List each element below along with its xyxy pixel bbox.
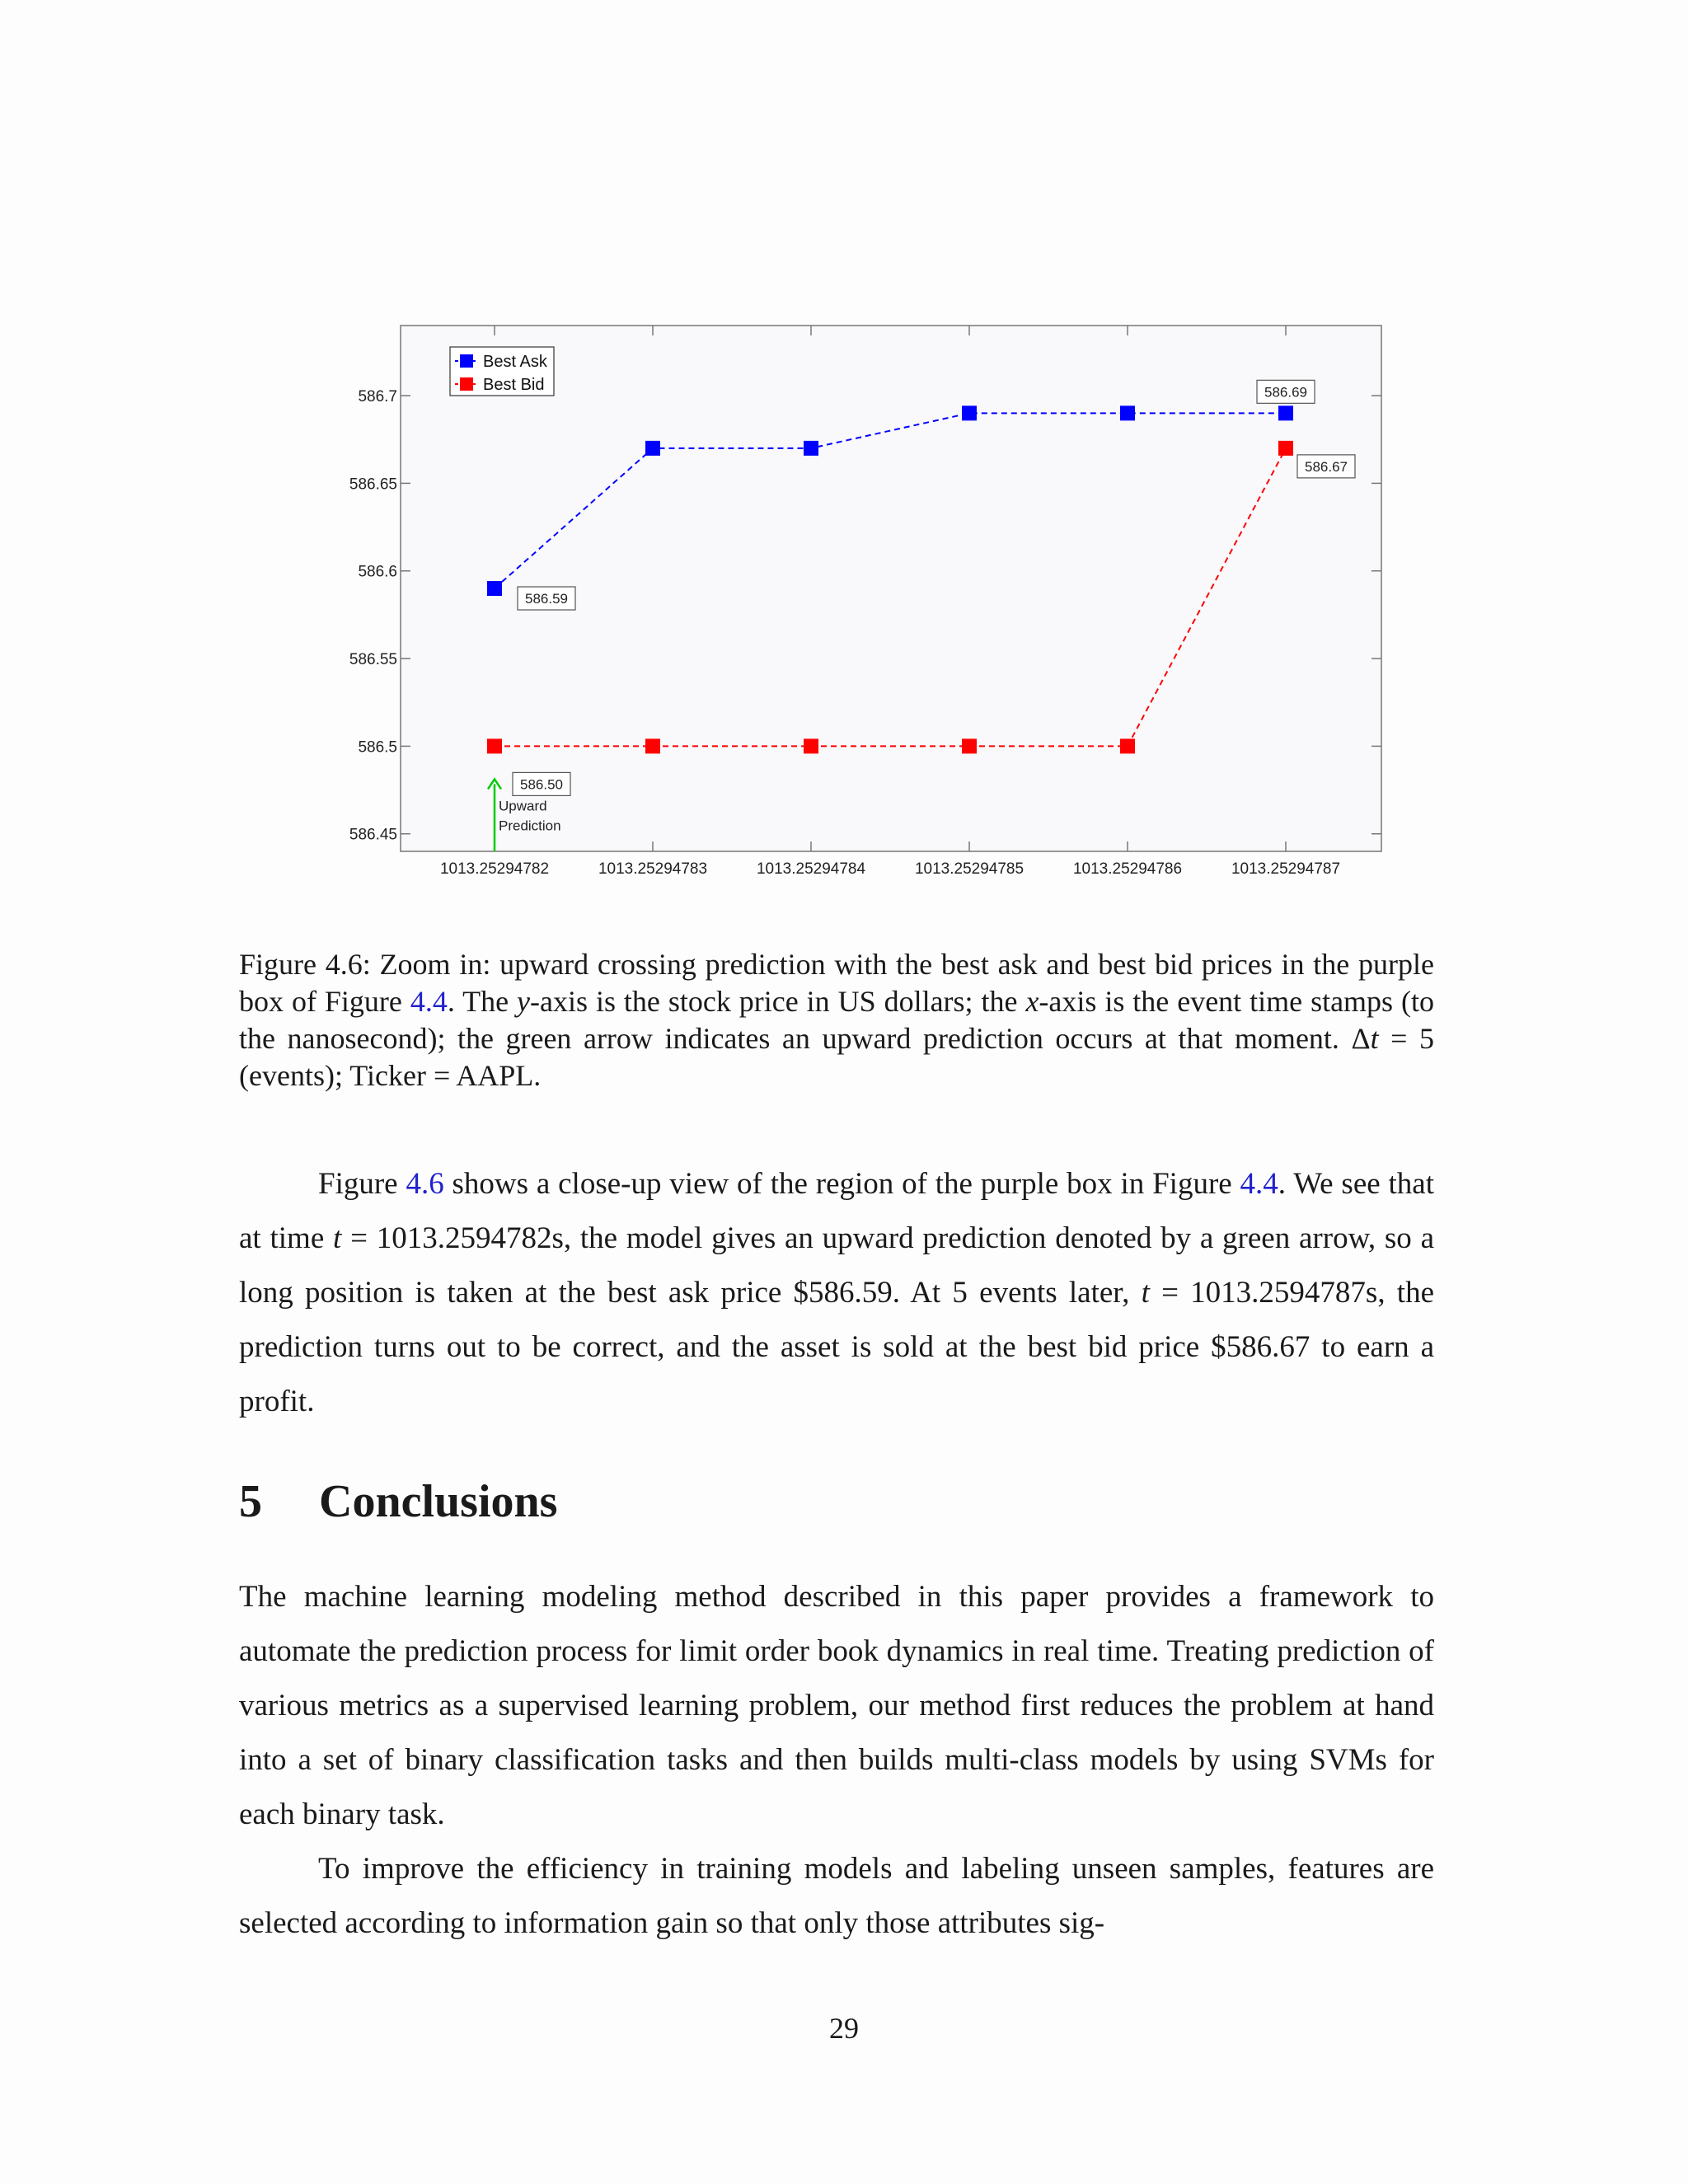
chart-legend <box>450 347 554 396</box>
legend-swatch-marker <box>460 377 473 391</box>
x-tick-label: 1013.25294783 <box>598 860 708 878</box>
caption-text: -axis is the event time stamps (to the nanosecond); the green arrow indicates an upward prediction occurs at that moment. Δ <box>239 985 1434 1055</box>
best-bid-marker <box>962 738 977 753</box>
arrow-label: Prediction <box>499 818 561 834</box>
arrow-label: Upward <box>499 798 547 814</box>
callout-label: 586.69 <box>1264 384 1307 401</box>
legend-entry: Best Ask <box>483 353 547 371</box>
best-bid-marker <box>487 738 502 753</box>
para-text: . We see that at time <box>239 1167 1434 1255</box>
section-heading <box>239 1475 557 1528</box>
body-paragraph: To improve the efficiency in training models and labeling unseen samples, features are selected according to information gain so that only those attributes sig- <box>239 1852 1434 1940</box>
figure-ref-link[interactable]: 4.4 <box>1240 1167 1278 1201</box>
best-ask-marker <box>487 581 502 596</box>
y-tick-label: 586.5 <box>358 738 397 757</box>
y-tick-label: 586.55 <box>349 651 397 669</box>
x-axis-tick-labels <box>440 860 1340 878</box>
y-tick-label: 586.45 <box>349 826 397 844</box>
callout-label: 586.67 <box>1305 458 1348 475</box>
caption-math-x: x <box>1025 985 1039 1018</box>
para-text: Figure <box>318 1167 406 1201</box>
y-axis-tick-labels <box>349 388 397 844</box>
body-paragraph: The machine learning modeling method described in this paper provides a framework to automate the prediction process for limit order book dynamics in real time. Treating prediction of various metrics as a supervised learning problem, our method first reduces the problem at hand into a set of binary classification tasks and then builds multi-class models by using SVMs for each binary task. <box>239 1580 1434 1831</box>
y-tick-label: 586.6 <box>358 563 397 581</box>
para-math-t: t <box>1141 1276 1150 1310</box>
best-ask-marker <box>1120 405 1135 420</box>
caption-text: . The <box>447 985 518 1018</box>
best-bid-marker <box>645 738 660 753</box>
x-tick-label: 1013.25294784 <box>756 860 866 878</box>
best-ask-marker <box>804 441 818 456</box>
best-bid-marker <box>1278 441 1293 456</box>
best-bid-marker <box>804 738 818 753</box>
callout-label: 586.59 <box>525 591 568 607</box>
legend-entry: Best Bid <box>483 376 545 394</box>
conclusions-body <box>239 1570 1434 1951</box>
x-tick-label: 1013.25294787 <box>1231 860 1341 878</box>
figure-ref-link[interactable]: 4.6 <box>406 1167 444 1201</box>
figure-ref-link[interactable]: 4.4 <box>410 985 448 1018</box>
y-tick-label: 586.7 <box>358 388 397 406</box>
y-tick-label: 586.65 <box>349 476 397 494</box>
caption-text: Figure 4.6: Zoom in: upward crossing prediction with the best ask and best bid prices in the purple box of Figure <box>239 948 1434 1018</box>
figure-chart <box>0 0 1688 890</box>
para-text: = 1013.2594782s, the model gives an upward prediction denoted by a green arrow, so a long position is taken at the best ask price $586.59. At 5 events later, <box>239 1221 1435 1310</box>
best-bid-marker <box>1120 738 1135 753</box>
page-number: 29 <box>829 2012 859 2045</box>
legend-swatch-marker <box>460 354 473 368</box>
caption-text: -axis is the stock price in US dollars; the <box>530 985 1026 1018</box>
body-paragraph <box>239 1157 1434 1429</box>
section-number: 5 <box>239 1476 262 1527</box>
x-tick-label: 1013.25294786 <box>1072 860 1183 878</box>
figure-caption <box>239 946 1434 1094</box>
para-text: shows a close-up view of the region of the purple box in Figure <box>443 1167 1240 1201</box>
para-text: = 1013.2594787s, the prediction turns out to be correct, and the asset is sold at the best bid price $586.67 to earn a profit. <box>239 1276 1434 1418</box>
para-math-t: t <box>333 1221 342 1255</box>
caption-text: = 5 (events); Ticker = AAPL. <box>239 1022 1434 1092</box>
x-tick-label: 1013.25294785 <box>914 860 1025 878</box>
best-ask-marker <box>962 405 977 420</box>
best-ask-marker <box>645 441 660 456</box>
best-ask-marker <box>1278 405 1293 420</box>
callout-label: 586.50 <box>520 776 563 793</box>
caption-math-y: y <box>517 985 531 1018</box>
x-tick-label: 1013.25294782 <box>439 860 550 878</box>
caption-math-t: t <box>1370 1022 1379 1055</box>
section-title: Conclusions <box>319 1476 558 1527</box>
